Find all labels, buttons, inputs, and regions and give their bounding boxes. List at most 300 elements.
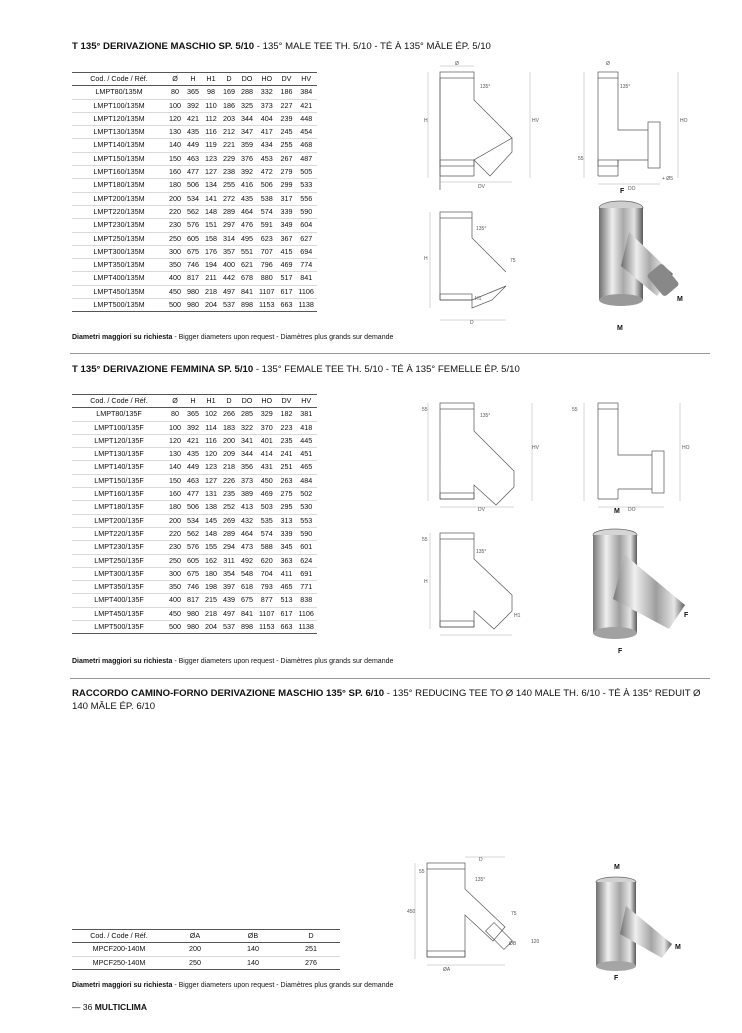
- table-cell: 279: [277, 166, 295, 179]
- table-cell: 322: [238, 421, 256, 434]
- table-cell: 344: [238, 448, 256, 461]
- table-cell: 148: [202, 527, 220, 540]
- table-cell: 469: [256, 488, 277, 501]
- table-cell: 314: [220, 232, 238, 245]
- table-cell: 297: [220, 219, 238, 232]
- column-header: D: [220, 73, 238, 86]
- table-cell: 620: [256, 554, 277, 567]
- table-row: [72, 594, 317, 607]
- table-cell: 275: [277, 488, 295, 501]
- table-cell: 255: [220, 179, 238, 192]
- table-cell: 341: [238, 434, 256, 447]
- table-cell: 357: [220, 245, 238, 258]
- table-row: [72, 434, 317, 447]
- table-cell: 574: [256, 527, 277, 540]
- label-m: M: [675, 944, 681, 951]
- table-cell: 796: [256, 259, 277, 272]
- table-cell: 120: [166, 434, 184, 447]
- table-cell: 209: [220, 448, 238, 461]
- table-cell: 186: [277, 86, 295, 99]
- table-cell: 417: [256, 126, 277, 139]
- table-cell: 841: [238, 285, 256, 298]
- table-cell: 435: [238, 192, 256, 205]
- table-cell: 435: [184, 448, 202, 461]
- table-cell: 1138: [295, 621, 316, 634]
- column-header: HO: [256, 73, 277, 86]
- table-cell: 449: [184, 461, 202, 474]
- table-cell: 363: [277, 554, 295, 567]
- column-header: Cod. / Code / Réf.: [72, 395, 166, 408]
- male-tee-drawing-branch: [420, 200, 540, 325]
- table-cell: 112: [202, 112, 220, 125]
- table-cell: 392: [184, 99, 202, 112]
- table-cell: 1153: [256, 621, 277, 634]
- table-cell: 500: [166, 299, 184, 312]
- h1-label: H1: [475, 296, 482, 302]
- table-cell: 140: [224, 956, 282, 969]
- table-cell: 239: [277, 112, 295, 125]
- table-cell: 590: [295, 205, 316, 218]
- label-f: F: [618, 648, 623, 655]
- table-cell: 370: [256, 421, 277, 434]
- column-header: D: [220, 395, 238, 408]
- table-cell: 618: [238, 581, 256, 594]
- table-cell: 204: [202, 299, 220, 312]
- table-cell: 877: [256, 594, 277, 607]
- product-code: MPCF200-140M: [72, 943, 166, 956]
- table-cell: 251: [277, 461, 295, 474]
- table-cell: 373: [238, 474, 256, 487]
- male-tee-drawing-front: [420, 60, 540, 190]
- table-cell: 880: [256, 272, 277, 285]
- table-cell: 119: [202, 139, 220, 152]
- divider: [70, 353, 710, 354]
- table-cell: 400: [166, 594, 184, 607]
- table-cell: 746: [184, 581, 202, 594]
- table-row: [72, 541, 317, 554]
- table-cell: 476: [238, 219, 256, 232]
- table-cell: 534: [184, 514, 202, 527]
- table-cell: 158: [202, 232, 220, 245]
- table-cell: 267: [277, 152, 295, 165]
- table-cell: 299: [277, 179, 295, 192]
- table-cell: 230: [166, 541, 184, 554]
- table-row: [72, 527, 317, 540]
- table-cell: 980: [184, 607, 202, 620]
- table-cell: 365: [184, 86, 202, 99]
- table-cell: 138: [202, 501, 220, 514]
- table-cell: 500: [166, 621, 184, 634]
- table-cell: 421: [295, 99, 316, 112]
- table-cell: 347: [238, 126, 256, 139]
- table-cell: 127: [202, 166, 220, 179]
- table-row: [72, 448, 317, 461]
- table-cell: 506: [184, 501, 202, 514]
- table-cell: 451: [295, 448, 316, 461]
- label-m: M: [677, 296, 683, 303]
- table-cell: 373: [256, 99, 277, 112]
- table-cell: 434: [256, 139, 277, 152]
- table-cell: 250: [166, 956, 224, 969]
- table-row: [72, 408, 317, 421]
- column-header: HV: [295, 395, 316, 408]
- table-cell: 235: [220, 488, 238, 501]
- column-header: Cod. / Code / Réf.: [72, 73, 166, 86]
- divider: [70, 678, 710, 679]
- table-row: [72, 179, 317, 192]
- table-row: [72, 514, 317, 527]
- table-cell: 448: [295, 112, 316, 125]
- table-cell: 400: [220, 259, 238, 272]
- table-cell: 414: [256, 448, 277, 461]
- table-cell: 453: [256, 152, 277, 165]
- product-code: LMPT250/135F: [72, 554, 166, 567]
- table-cell: 289: [220, 527, 238, 540]
- table-cell: 116: [202, 126, 220, 139]
- table-cell: 227: [277, 99, 295, 112]
- section-2-table: [72, 394, 317, 634]
- table-cell: 1107: [256, 607, 277, 620]
- male-tee-drawing-side: [570, 60, 700, 190]
- table-cell: 169: [220, 86, 238, 99]
- table-cell: 218: [202, 607, 220, 620]
- table-cell: 325: [238, 99, 256, 112]
- table-cell: 473: [238, 541, 256, 554]
- product-code: LMPT100/135M: [72, 99, 166, 112]
- dv-label: DV: [478, 184, 485, 190]
- table-cell: 384: [295, 86, 316, 99]
- table-cell: 180: [202, 567, 220, 580]
- table-cell: 707: [256, 245, 277, 258]
- table-cell: 450: [166, 607, 184, 620]
- table-header-row: [72, 395, 317, 408]
- table-cell: 1106: [295, 285, 316, 298]
- label-m: M: [617, 325, 623, 332]
- table-cell: 468: [295, 139, 316, 152]
- table-cell: 160: [166, 166, 184, 179]
- column-header: ØA: [166, 930, 224, 943]
- table-cell: 269: [220, 514, 238, 527]
- table-cell: 389: [238, 488, 256, 501]
- table-cell: 203: [220, 112, 238, 125]
- table-cell: 276: [282, 956, 340, 969]
- table-cell: 663: [277, 299, 295, 312]
- table-cell: 675: [184, 245, 202, 258]
- table-cell: 100: [166, 99, 184, 112]
- table-row: [72, 474, 317, 487]
- table-row: [72, 205, 317, 218]
- table-cell: 80: [166, 86, 184, 99]
- product-code: LMPT400/135F: [72, 594, 166, 607]
- table-cell: 623: [256, 232, 277, 245]
- table-cell: 186: [220, 99, 238, 112]
- table-cell: 252: [220, 501, 238, 514]
- table-cell: 621: [238, 259, 256, 272]
- table-cell: 212: [220, 126, 238, 139]
- table-cell: 200: [166, 943, 224, 956]
- table-cell: 841: [238, 607, 256, 620]
- table-cell: 464: [238, 205, 256, 218]
- diam-label: Ø: [606, 61, 610, 67]
- table-cell: 141: [202, 192, 220, 205]
- table-cell: 198: [202, 581, 220, 594]
- table-cell: 576: [184, 219, 202, 232]
- table-cell: 241: [277, 448, 295, 461]
- product-code: LMPT300/135M: [72, 245, 166, 258]
- table-cell: 472: [256, 166, 277, 179]
- dim-450-label: 450: [407, 909, 416, 915]
- table-cell: 150: [166, 152, 184, 165]
- table-cell: 675: [238, 594, 256, 607]
- table-cell: 102: [202, 408, 220, 421]
- column-header: DV: [277, 395, 295, 408]
- dim-55-label: 55: [578, 156, 584, 162]
- table-cell: 313: [277, 514, 295, 527]
- table-cell: 250: [166, 554, 184, 567]
- table-cell: 400: [166, 272, 184, 285]
- table-cell: 694: [295, 245, 316, 258]
- table-cell: 392: [238, 166, 256, 179]
- table-cell: 562: [184, 527, 202, 540]
- hv-label: HV: [532, 445, 539, 451]
- table-cell: 294: [220, 541, 238, 554]
- table-cell: 980: [184, 285, 202, 298]
- table-row: [72, 621, 317, 634]
- table-cell: 497: [220, 607, 238, 620]
- page-number: 36: [82, 1002, 93, 1012]
- dim-oa-label: ØA: [443, 967, 451, 973]
- table-cell: 774: [295, 259, 316, 272]
- product-code: LMPT120/135F: [72, 434, 166, 447]
- table-cell: 556: [295, 192, 316, 205]
- table-cell: 465: [295, 461, 316, 474]
- table-cell: 605: [184, 554, 202, 567]
- dim-55-label: 55: [422, 537, 428, 543]
- table-row: [72, 285, 317, 298]
- table-cell: 200: [220, 434, 238, 447]
- table-cell: 678: [238, 272, 256, 285]
- table-row: [72, 219, 317, 232]
- table-cell: 226: [220, 474, 238, 487]
- dim-75-label: 75: [510, 258, 516, 264]
- table-cell: 365: [184, 408, 202, 421]
- table-cell: 477: [184, 166, 202, 179]
- h-label: H: [424, 256, 428, 262]
- table-cell: 746: [184, 259, 202, 272]
- table-cell: 841: [295, 272, 316, 285]
- table-cell: 449: [184, 139, 202, 152]
- table-cell: 463: [184, 152, 202, 165]
- table-cell: 506: [184, 179, 202, 192]
- product-code: LMPT220/135F: [72, 527, 166, 540]
- table-row: [72, 86, 317, 99]
- ho-label: HO: [680, 118, 688, 124]
- table-cell: 442: [220, 272, 238, 285]
- table-row: [72, 299, 317, 312]
- table-cell: 194: [202, 259, 220, 272]
- table-cell: 220: [166, 527, 184, 540]
- ho-label: HO: [682, 445, 690, 451]
- product-code: LMPT160/135M: [72, 166, 166, 179]
- table-cell: 548: [238, 567, 256, 580]
- table-cell: 463: [184, 474, 202, 487]
- table-cell: 411: [277, 567, 295, 580]
- h1-label: H1: [514, 613, 521, 619]
- section-3-title: RACCORDO CAMINO-FORNO DERIVAZIONE MASCHIO 135° SP. 6/10 - 135° REDUCING TEE TO Ø 140 MALE TH. 6/10 - TÉ À 135° REDUIT Ø 140 MÂLE ÉP. 6/10: [72, 688, 701, 712]
- table-cell: 211: [202, 272, 220, 285]
- table-cell: 404: [256, 112, 277, 125]
- h-label: H: [424, 118, 428, 124]
- table-cell: 229: [220, 152, 238, 165]
- diam-label: Ø: [455, 61, 459, 67]
- table-cell: 329: [256, 408, 277, 421]
- table-cell: 445: [295, 434, 316, 447]
- table-cell: 285: [238, 408, 256, 421]
- column-header: DO: [238, 73, 256, 86]
- product-code: LMPT150/135F: [72, 474, 166, 487]
- table-cell: 435: [184, 126, 202, 139]
- table-cell: 317: [277, 192, 295, 205]
- table-cell: 162: [202, 554, 220, 567]
- table-cell: 223: [277, 421, 295, 434]
- table-cell: 502: [295, 488, 316, 501]
- column-header: Cod. / Code / Réf.: [72, 930, 166, 943]
- table-cell: 266: [220, 408, 238, 421]
- table-cell: 200: [166, 514, 184, 527]
- table-cell: 838: [295, 594, 316, 607]
- table-cell: 898: [238, 299, 256, 312]
- dim-55-label: 55: [419, 869, 425, 875]
- table-cell: 220: [166, 205, 184, 218]
- table-cell: 130: [166, 126, 184, 139]
- section-1-note: Diametri maggiori su richiesta - Bigger diameters upon request - Diamètres plus grands sur demande: [72, 334, 394, 341]
- table-cell: 182: [277, 408, 295, 421]
- section-2-title: T 135° DERIVAZIONE FEMMINA SP. 5/10 - 135° FEMALE TEE TH. 5/10 - TÉ À 135° FEMELLE ÉP. 5/10: [72, 364, 520, 375]
- table-cell: 295: [277, 501, 295, 514]
- table-cell: 114: [202, 421, 220, 434]
- product-code: LMPT120/135M: [72, 112, 166, 125]
- table-cell: 771: [295, 581, 316, 594]
- table-cell: 1106: [295, 607, 316, 620]
- product-code: LMPT400/135M: [72, 272, 166, 285]
- hv-label: HV: [532, 118, 539, 124]
- table-cell: 215: [202, 594, 220, 607]
- plus-label: + Ø5: [662, 176, 673, 182]
- table-cell: 421: [184, 112, 202, 125]
- table-cell: 898: [238, 621, 256, 634]
- table-cell: 392: [184, 421, 202, 434]
- table-cell: 218: [202, 285, 220, 298]
- table-cell: 349: [277, 219, 295, 232]
- product-code: LMPT450/135F: [72, 607, 166, 620]
- table-cell: 980: [184, 621, 202, 634]
- table-cell: 180: [166, 179, 184, 192]
- product-code: LMPT230/135F: [72, 541, 166, 554]
- table-cell: 513: [277, 594, 295, 607]
- label-f: F: [620, 188, 625, 195]
- table-cell: 530: [295, 501, 316, 514]
- column-header: ØB: [224, 930, 282, 943]
- table-cell: 601: [295, 541, 316, 554]
- table-cell: 574: [256, 205, 277, 218]
- dim-120-label: 120: [531, 939, 540, 945]
- table-cell: 80: [166, 408, 184, 421]
- dim-55-label: 55: [422, 407, 428, 413]
- column-header: DV: [277, 73, 295, 86]
- table-cell: 617: [277, 607, 295, 620]
- table-row: [72, 112, 317, 125]
- table-cell: 691: [295, 567, 316, 580]
- table-cell: 120: [202, 448, 220, 461]
- table-cell: 204: [202, 621, 220, 634]
- table-header-row: [72, 73, 317, 86]
- table-cell: 605: [184, 232, 202, 245]
- table-cell: 350: [166, 259, 184, 272]
- column-header: DO: [238, 395, 256, 408]
- table-cell: 263: [277, 474, 295, 487]
- table-row: [72, 943, 340, 956]
- table-cell: 339: [277, 205, 295, 218]
- table-row: [72, 259, 317, 272]
- angle-label: 135°: [620, 84, 631, 90]
- table-cell: 487: [295, 152, 316, 165]
- section-1-table: [72, 72, 317, 312]
- table-cell: 432: [238, 514, 256, 527]
- table-cell: 421: [184, 434, 202, 447]
- table-cell: 503: [256, 501, 277, 514]
- product-code: LMPT250/135M: [72, 232, 166, 245]
- table-cell: 354: [220, 567, 238, 580]
- table-cell: 230: [166, 219, 184, 232]
- table-cell: 454: [295, 126, 316, 139]
- product-code: LMPT180/135F: [72, 501, 166, 514]
- table-cell: 150: [166, 474, 184, 487]
- table-row: [72, 272, 317, 285]
- table-cell: 980: [184, 299, 202, 312]
- reducing-tee-drawing: [405, 853, 550, 973]
- dim-ob-label: ØB: [509, 941, 517, 947]
- product-code: LMPT350/135M: [72, 259, 166, 272]
- table-cell: 300: [166, 245, 184, 258]
- table-cell: 617: [277, 285, 295, 298]
- section-2-note: Diametri maggiori su richiesta - Bigger diameters upon request - Diamètres plus grands sur demande: [72, 658, 394, 665]
- brand-name: MULTICLIMA: [94, 1002, 147, 1012]
- table-cell: 553: [295, 514, 316, 527]
- table-cell: 704: [256, 567, 277, 580]
- table-cell: 551: [238, 245, 256, 258]
- product-code: LMPT230/135M: [72, 219, 166, 232]
- table-cell: 439: [220, 594, 238, 607]
- label-m: M: [614, 508, 620, 515]
- column-header: H1: [202, 73, 220, 86]
- table-cell: 251: [282, 943, 340, 956]
- table-cell: 288: [238, 86, 256, 99]
- table-cell: 497: [220, 285, 238, 298]
- table-cell: 155: [202, 541, 220, 554]
- female-tee-drawing-side: [570, 393, 700, 513]
- table-cell: 1153: [256, 299, 277, 312]
- table-cell: 160: [166, 488, 184, 501]
- product-code: LMPT350/135F: [72, 581, 166, 594]
- table-cell: 145: [202, 514, 220, 527]
- table-cell: 675: [184, 567, 202, 580]
- table-row: [72, 554, 317, 567]
- table-cell: 200: [166, 192, 184, 205]
- product-code: LMPT180/135M: [72, 179, 166, 192]
- label-m: M: [614, 864, 620, 871]
- table-cell: 492: [238, 554, 256, 567]
- angle-label: 135°: [480, 413, 491, 419]
